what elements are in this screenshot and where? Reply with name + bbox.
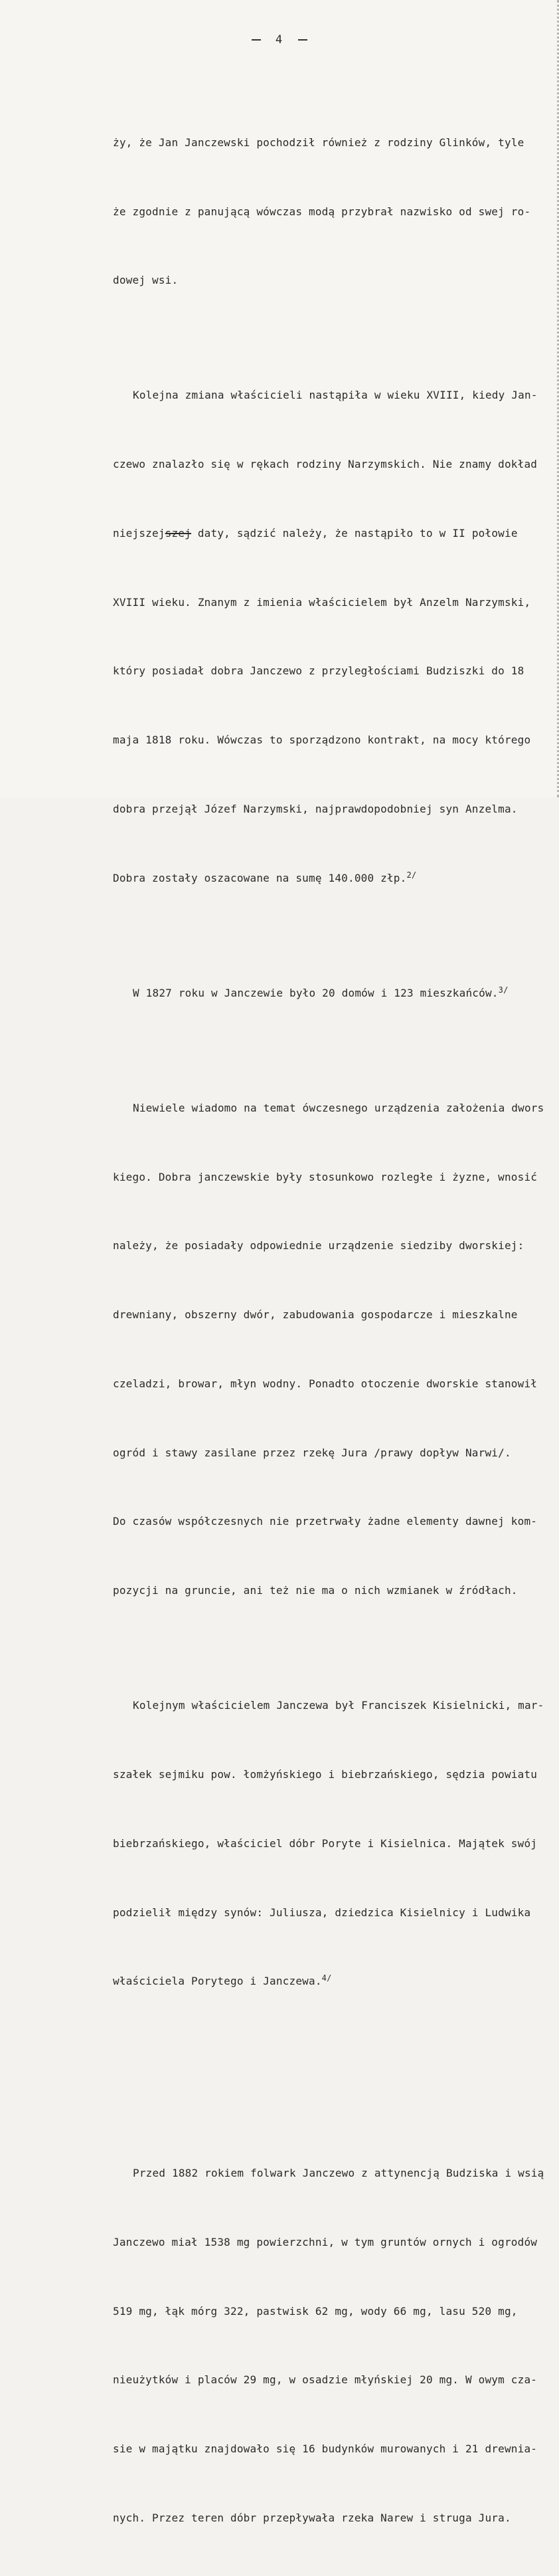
text-line: należy, że posiadały odpowiednie urządzenie siedziby dworskiej: — [113, 1239, 524, 1252]
text-line: dowej wsi. — [113, 274, 179, 287]
text-line: kiego. Dobra janczewskie były stosunkowo rozległe i żyzne, wnosić — [113, 1170, 538, 1183]
text-line: nieużytków i placów 29 mg, w osadzie młyńskiej 20 mg. W owym cza- — [113, 2373, 538, 2387]
text-line: Przed 1882 rokiem folwark Janczewo z attynencją Budziska i wsią — [133, 2167, 544, 2180]
dash-right — [298, 39, 307, 41]
text-line: pozycji na gruncie, ani też nie ma o nich wzmianek w źródłach. — [113, 1584, 518, 1597]
text-line: sie w majątku znajdowało się 16 budynków murowanych i 21 drewnia- — [113, 2442, 538, 2456]
text-line: który posiadał dobra Janczewo z przyległościami Budziszki do 18 — [113, 664, 524, 678]
text-line: ży, że Jan Janczewski pochodził również z rodziny Glinków, tyle — [113, 136, 524, 149]
text-line — [113, 982, 544, 1005]
text-line — [113, 867, 544, 890]
text-fragment: daty, sądzić należy, że nastąpiło to w II połowie — [191, 526, 518, 540]
footnote-ref: 2/ — [406, 870, 417, 880]
text-line: drewniany, obszerny dwór, zabudowania gospodarcze i mieszkalne — [113, 1308, 518, 1322]
text-fragment: Dobra zostały oszacowane na sumę 140.000 złp. — [113, 871, 407, 884]
text-line: Kolejna zmiana właścicieli nastąpiła w wieku XVIII, kiedy Jan- — [133, 389, 538, 402]
text-line: 519 mg, łąk mórg 322, pastwisk 62 mg, wody 66 mg, lasu 520 mg, — [113, 2304, 518, 2318]
text-fragment: W 1827 roku w Janczewie było 20 domów i 123 mieszkańców. — [133, 986, 499, 999]
text-line: czewo znalazło się w rękach rodziny Narzymskich. Nie znamy dokład — [113, 458, 538, 471]
paragraph-gap — [113, 2062, 544, 2070]
text-line: podzielił między synów: Juliusza, dziedzica Kisielnicy i Ludwika — [113, 1906, 531, 1919]
text-line: ogród i stawy zasilane przez rzekę Jura /prawy dopływ Narwi/. — [113, 1446, 511, 1459]
body-text — [113, 62, 544, 2576]
page-number-header — [0, 33, 559, 47]
text-line: czeladzi, browar, młyn wodny. Ponadto otoczenie dworskie stanowił — [113, 1377, 538, 1390]
text-fragment: niejszej — [113, 526, 165, 540]
text-line: Do czasów współczesnych nie przetrwały żadne elementy dawnej kom- — [113, 1515, 538, 1528]
text-line: szałek sejmiku pow. łomżyńskiego i biebrzańskiego, sędzia powiatu — [113, 1767, 538, 1781]
footnote-ref: 3/ — [498, 985, 509, 995]
text-line: Niewiele wiadomo na temat ówczesnego urządzenia założenia dwors — [133, 1101, 544, 1114]
page-number: 4 — [275, 33, 284, 47]
text-line — [113, 1970, 544, 1993]
text-line: biebrzańskiego, właściciel dóbr Poryte i Kisielnica. Majątek swój — [113, 1836, 538, 1850]
text-line: Kolejnym właścicielem Janczewa był Franciszek Kisielnicki, mar- — [133, 1699, 544, 1712]
text-fragment: właściciela Porytego i Janczewa. — [113, 1975, 322, 1988]
text-line: maja 1818 roku. Wówczas to sporządzono kontrakt, na mocy którego — [113, 734, 531, 747]
text-line: nych. Przez teren dóbr przepływała rzeka Narew i struga Jura. — [113, 2511, 511, 2524]
struck-text: szej — [165, 526, 192, 540]
footnote-ref: 4/ — [321, 1973, 332, 1983]
text-line: że zgodnie z panującą wówczas modą przybrał nazwisko od swej ro- — [113, 205, 531, 218]
dash-left — [252, 39, 261, 41]
text-line: XVIII wieku. Znanym z imienia właścicielem był Anzelm Narzymski, — [113, 595, 531, 609]
text-line — [113, 522, 544, 545]
text-line: Janczewo miał 1538 mg powierzchni, w tym gruntów ornych i ogrodów — [113, 2235, 538, 2248]
text-line: dobra przejął Józef Narzymski, najprawdopodobniej syn Anzelma. — [113, 803, 518, 815]
